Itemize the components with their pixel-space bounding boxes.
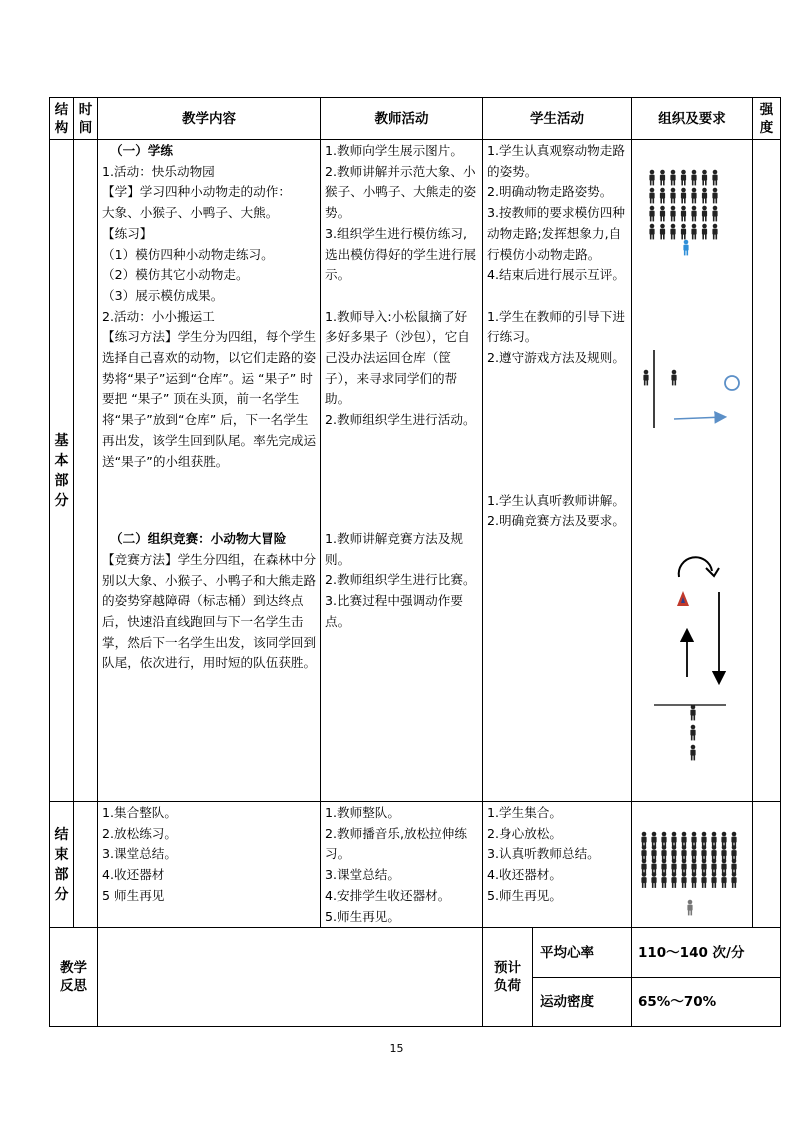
student-line: 3.按教师的要求模仿四种动物走路;发挥想象力,自行模仿小动物走路。 bbox=[487, 205, 625, 262]
student-figure-icon bbox=[671, 872, 676, 888]
student-figure-icon bbox=[660, 206, 665, 222]
ending-student-line: 4.收还器材。 bbox=[487, 867, 562, 883]
student-figure-icon bbox=[649, 224, 654, 240]
content-line: （1）模仿四种小动物走练习。 bbox=[102, 246, 274, 262]
ending-teacher-line: 1.教师整队。 bbox=[325, 805, 400, 820]
ending-time-cell bbox=[73, 801, 98, 928]
ending-intensity-cell bbox=[752, 801, 781, 928]
content-section-2-title: （二）组织竞赛：小动物大冒险 bbox=[110, 531, 287, 547]
reflection-label: 教学反思 bbox=[60, 960, 87, 994]
student-line: 1.学生认真观察动物走路的姿势。 bbox=[487, 143, 625, 179]
student-figure-icon bbox=[712, 188, 717, 204]
header-organization: 组织及要求 bbox=[631, 97, 753, 140]
reflection-label-cell bbox=[49, 927, 98, 1027]
teacher-line: 2.教师组织学生进行活动。 bbox=[325, 412, 476, 428]
content-line: （3）展示模仿成果。 bbox=[102, 287, 224, 303]
ending-student-line: 1.学生集合。 bbox=[487, 805, 562, 820]
heart-rate-label-cell: 平均心率 bbox=[532, 927, 632, 978]
student-figure-icon bbox=[691, 845, 696, 861]
student-figure-icon bbox=[660, 224, 665, 240]
student-figure-icon bbox=[651, 832, 656, 848]
student-figure-icon bbox=[681, 170, 686, 186]
ending-content-line: 1.集合整队。 bbox=[102, 805, 177, 820]
student-figure-icon bbox=[721, 872, 726, 888]
reflection-text-cell bbox=[97, 927, 483, 1027]
student-figure-icon bbox=[701, 859, 706, 875]
student-figure-icon bbox=[690, 725, 695, 741]
header-structure: 结构 bbox=[49, 97, 74, 140]
student-figure-icon bbox=[671, 845, 676, 861]
basic-intensity-cell bbox=[752, 139, 781, 802]
student-figure-icon bbox=[660, 170, 665, 186]
student-figure-icon bbox=[701, 872, 706, 888]
content-line: 【学】学习四种小动物走的动作： bbox=[102, 184, 291, 200]
student-figure-icon bbox=[649, 188, 654, 204]
student-figure-icon bbox=[712, 170, 717, 186]
ending-teacher-cell bbox=[320, 801, 483, 928]
student-figure-icon bbox=[641, 859, 646, 875]
student-figure-icon bbox=[702, 170, 707, 186]
content-line: 【练习】 bbox=[102, 225, 153, 241]
ending-organization-cell bbox=[631, 801, 753, 928]
ending-student-line: 3.认真听教师总结。 bbox=[487, 846, 600, 862]
student-figure-icon bbox=[731, 845, 736, 861]
ending-content-line: 5 师生再见 bbox=[102, 887, 165, 903]
student-figure-icon bbox=[661, 872, 666, 888]
student-figure-icon bbox=[671, 832, 676, 848]
basic-content-cell bbox=[97, 139, 321, 802]
student-figure-icon bbox=[721, 845, 726, 861]
student-figure-icon bbox=[702, 206, 707, 222]
student-figure-icon bbox=[651, 845, 656, 861]
ending-content-line: 2.放松练习。 bbox=[102, 825, 177, 841]
basic-label: 基本部分 bbox=[54, 432, 69, 509]
student-figure-icon bbox=[711, 845, 716, 861]
ending-teacher-line: 5.师生再见。 bbox=[325, 908, 400, 924]
header-intensity: 强度 bbox=[752, 97, 781, 140]
student-figure-icon bbox=[691, 872, 696, 888]
basic-teacher-cell bbox=[320, 139, 483, 802]
student-figure-icon bbox=[641, 845, 646, 861]
student-figure-icon bbox=[731, 859, 736, 875]
heart-rate-value-cell: 110～140 次/分 bbox=[631, 927, 781, 978]
student-figure-icon bbox=[731, 872, 736, 888]
load-label-cell bbox=[482, 927, 533, 1027]
content-section-1-title: （一）学练 bbox=[110, 143, 173, 158]
content-line: 2.活动：小小搬运工 bbox=[102, 308, 215, 324]
direction-arrow-icon bbox=[674, 417, 724, 419]
student-figure-icon bbox=[712, 206, 717, 222]
content-line: 大象、小猴子、小鸭子、大熊。 bbox=[102, 205, 279, 221]
student-figure-icon bbox=[721, 832, 726, 848]
ending-formation-diagram bbox=[632, 802, 754, 929]
basic-organization-cell bbox=[631, 139, 753, 802]
teacher-line: 2.教师讲解并示范大象、小猴子、小鸭子、大熊走的姿势。 bbox=[325, 163, 477, 221]
student-figure-icon bbox=[691, 224, 696, 240]
student-figure-icon bbox=[661, 859, 666, 875]
student-figure-icon bbox=[643, 370, 648, 386]
teacher-line: 1.教师导入:小松鼠摘了好多好多果子（沙包），它自己没办法运回仓库（筐子），来寻求同学们的帮助。 bbox=[325, 308, 470, 407]
teacher-line: 3.比赛过程中强调动作要点。 bbox=[325, 592, 463, 629]
basket-circle-icon bbox=[725, 376, 739, 390]
student-figure-icon bbox=[670, 224, 675, 240]
student-figure-icon bbox=[670, 188, 675, 204]
student-figure-icon bbox=[641, 832, 646, 848]
teacher-line: 2.教师组织学生进行比赛。 bbox=[325, 572, 476, 588]
student-figure-icon bbox=[702, 224, 707, 240]
student-line: 1.学生在教师的引导下进行练习。 bbox=[487, 308, 625, 345]
ending-content-line: 4.收还器材 bbox=[102, 867, 165, 883]
student-line: 2.遵守游戏方法及规则。 bbox=[487, 350, 625, 366]
ending-teacher-line: 4.安排学生收还器材。 bbox=[325, 887, 451, 903]
student-line: 2.明确动物走路姿势。 bbox=[487, 184, 613, 200]
density-value-cell: 65%～70% bbox=[631, 977, 781, 1027]
student-figure-icon bbox=[681, 845, 686, 861]
teacher-line: 1.教师向学生展示图片。 bbox=[325, 143, 463, 158]
basic-time-cell bbox=[73, 139, 98, 802]
ending-student-line: 5.师生再见。 bbox=[487, 887, 562, 903]
basic-structure-cell bbox=[49, 139, 74, 802]
student-figure-icon bbox=[661, 832, 666, 848]
density-label-cell: 运动密度 bbox=[532, 977, 632, 1027]
student-figure-icon bbox=[641, 872, 646, 888]
student-figure-icon bbox=[691, 188, 696, 204]
student-figure-icon bbox=[670, 206, 675, 222]
student-figure-icon bbox=[660, 188, 665, 204]
ending-content-line: 3.课堂总结。 bbox=[102, 846, 177, 862]
student-figure-icon bbox=[651, 872, 656, 888]
teacher-figure-icon bbox=[687, 900, 692, 916]
basic-student-cell bbox=[482, 139, 632, 802]
ending-structure-cell bbox=[49, 801, 74, 928]
content-method-paragraph: 【练习方法】学生分为四组，每个学生选择自己喜欢的动物，以它们走路的姿势将“果子”运到“仓库”。运 “果子” 时要把 “果子” 顶在头顶，前一名学生将“果子”放到“仓库” 后，下一名学生再出发，该学生回到队尾。率先完成运送“果子”的小组获胜。 bbox=[102, 329, 317, 469]
student-figure-icon bbox=[651, 859, 656, 875]
header-teacher: 教师活动 bbox=[320, 97, 483, 140]
student-line: 2.明确竞赛方法及要求。 bbox=[487, 513, 625, 529]
teacher-line: 1.教师讲解竞赛方法及规则。 bbox=[325, 530, 463, 567]
header-time: 时间 bbox=[73, 97, 98, 140]
student-figure-icon bbox=[681, 188, 686, 204]
student-figure-icon bbox=[731, 832, 736, 848]
content-line: （2）模仿其它小动物走。 bbox=[102, 267, 249, 283]
ending-teacher-line: 3.课堂总结。 bbox=[325, 867, 400, 883]
student-figure-icon bbox=[721, 859, 726, 875]
student-figure-icon bbox=[681, 206, 686, 222]
student-figure-icon bbox=[681, 224, 686, 240]
student-figure-icon bbox=[681, 832, 686, 848]
ending-label: 结束部分 bbox=[54, 826, 69, 903]
load-label: 预计负荷 bbox=[494, 960, 521, 994]
student-figure-icon bbox=[711, 872, 716, 888]
student-figure-icon bbox=[712, 224, 717, 240]
student-figure-icon bbox=[701, 832, 706, 848]
student-figure-icon bbox=[661, 845, 666, 861]
content-competition-paragraph: 【竞赛方法】学生分四组，在森林中分别以大象、小猴子、小鸭子和大熊走路的姿势穿越障碍（标志桶）到达终点后，快速沿直线跑回与下一名学生击掌，然后下一名学生出发，该同学回到队尾，依次进行，用时短的队伍获胜。 bbox=[102, 551, 317, 671]
header-student: 学生活动 bbox=[482, 97, 632, 140]
student-figure-icon bbox=[711, 859, 716, 875]
student-figure-icon bbox=[681, 859, 686, 875]
content-line: 1.活动：快乐动物园 bbox=[102, 163, 215, 179]
student-line: 4.结束后进行展示互评。 bbox=[487, 267, 625, 283]
student-figure-icon bbox=[691, 206, 696, 222]
student-line: 1.学生认真听教师讲解。 bbox=[487, 492, 625, 508]
student-figure-icon bbox=[649, 170, 654, 186]
teacher-line: 3.组织学生进行模仿练习,选出模仿得好的学生进行展示。 bbox=[325, 225, 477, 283]
student-figure-icon bbox=[690, 705, 695, 721]
student-figure-icon bbox=[671, 859, 676, 875]
student-figure-icon bbox=[691, 832, 696, 848]
page-number: 15 bbox=[389, 1042, 404, 1055]
ending-student-line: 2.身心放松。 bbox=[487, 825, 562, 841]
student-figure-icon bbox=[649, 206, 654, 222]
header-content: 教学内容 bbox=[97, 97, 321, 140]
student-figure-icon bbox=[691, 859, 696, 875]
student-figure-icon bbox=[681, 872, 686, 888]
student-figure-icon bbox=[690, 745, 695, 761]
student-figure-icon bbox=[711, 832, 716, 848]
formation-diagram bbox=[632, 140, 754, 803]
ending-teacher-line: 2.教师播音乐,放松拉伸练习。 bbox=[325, 825, 467, 862]
student-figure-icon bbox=[702, 188, 707, 204]
student-figure-icon bbox=[691, 170, 696, 186]
teacher-figure-icon bbox=[683, 240, 688, 256]
ending-content-cell bbox=[97, 801, 321, 928]
student-figure-icon bbox=[670, 170, 675, 186]
student-figure-icon bbox=[671, 370, 676, 386]
student-figure-icon bbox=[701, 845, 706, 861]
ending-student-cell bbox=[482, 801, 632, 928]
turn-arrow-icon bbox=[679, 557, 712, 577]
